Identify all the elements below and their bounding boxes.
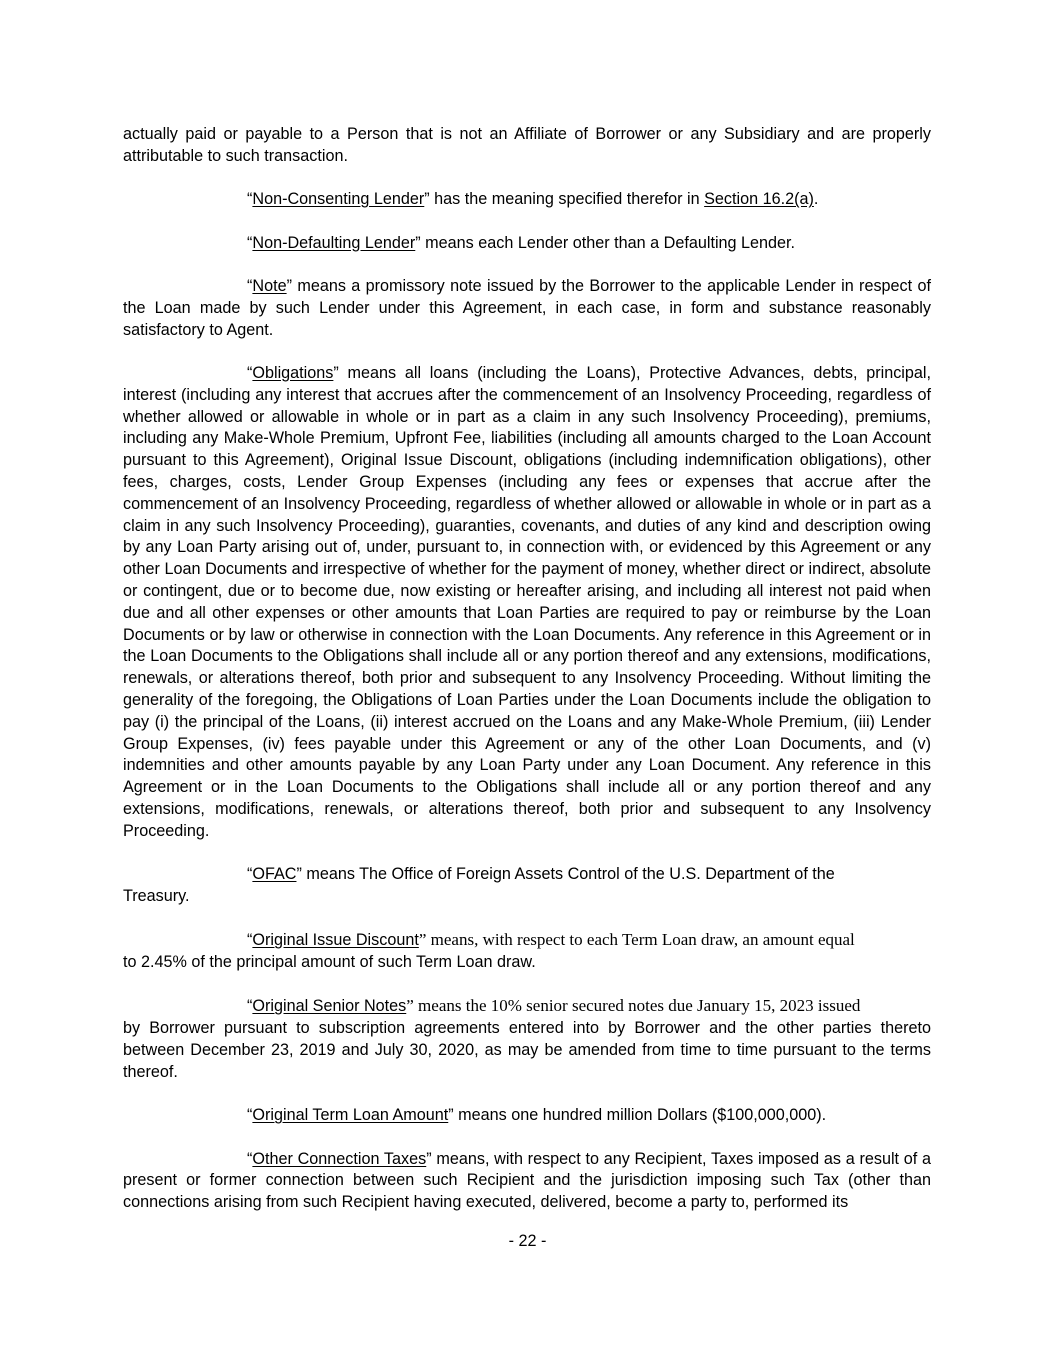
definition-end: . <box>813 190 819 209</box>
definition-ofac <box>123 864 931 886</box>
definition-original-senior-notes <box>123 995 931 1018</box>
defined-term: Other Connection Taxes <box>252 1149 427 1168</box>
section-reference: Section 16.2(a) <box>704 190 814 209</box>
definition-text-serif: ” means the 10% senior secured notes due January 15, 2023 issued <box>406 996 861 1016</box>
open-quote: “ <box>247 363 253 382</box>
paragraph-continuation: actually paid or payable to a Person that is not an Affiliate of Borrower or any Subsidiary and are properly attributable to such transaction. <box>123 125 931 165</box>
definition-text: ” means all loans (including the Loans), Protective Advances, debts, principal, interest (including any interest that accrues after the commencement of an Insolvency Proceeding, regardless of whether allowed or allowable in whole or in part as a claim in any such Insolvency Proceeding), premiums, including any Make-Whole Premium, Upfront Fee, liabilities (including all amounts charged to the Loan Account pursuant to this Agreement), Original Issue Discount, obligations (including indemnification obligations), other fees, charges, costs, Lender Group Expenses (including any fees or expenses that accrue after the commencement of an Insolvency Proceeding, regardless of whether allowed or allowable in whole or in part as a claim in any such Insolvency Proceeding), guaranties, covenants, and duties of any kind and description owing by any Loan Party arising out of, under, pursuant to, in connection with, or evidenced by this Agreement or any other Loan Documents and irrespective of whether for the payment of money, whether direct or indirect, absolute or contingent, due or to become due, now existing or hereafter arising, and including all interest not paid when due and all other expenses or other amounts that Loan Parties are required to pay or reimburse by the Loan Documents or by law or otherwise in connection with the Loan Documents. Any reference in this Agreement or in the Loan Documents to the Obligations shall include all or any portion thereof and any extensions, modifications, renewals, or alterations thereof, both prior and subsequent to any Insolvency Proceeding. Without limiting the generality of the foregoing, the Obligations of Loan Parties under the Loan Documents include the obligation to pay (i) the principal of the Loans, (ii) interest accrued on the Loans and any Make-Whole Premium, (iii) Lender Group Expenses, (iv) fees payable under this Agreement or any of the other Loan Documents, and (v) indemnities and other amounts payable by any Loan Party under any Loan Document. Any reference in this Agreement or in the Loan Documents to the Obligations shall include all or any portion thereof and any extensions, modifications, renewals, or alterations thereof, both prior and subsequent to any Insolvency Proceeding. <box>123 363 931 840</box>
defined-term: Non-Defaulting Lender <box>252 233 416 252</box>
open-quote: “ <box>247 865 253 884</box>
open-quote: “ <box>247 233 253 252</box>
open-quote: “ <box>247 276 253 295</box>
defined-term: Original Issue Discount <box>252 931 419 950</box>
defined-term: Non-Consenting Lender <box>252 190 425 209</box>
definition-text: ” means each Lender other than a Defaulting Lender. <box>415 233 796 252</box>
definition-text-serif: ” means, with respect to each Term Loan draw, an amount equal <box>418 930 855 950</box>
defined-term: OFAC <box>252 865 297 884</box>
defined-term: Obligations <box>252 363 334 382</box>
defined-term: Note <box>252 276 287 295</box>
definition-original-issue-discount <box>123 929 931 952</box>
definition-other-connection-taxes <box>123 1149 931 1214</box>
definition-text: ” has the meaning specified therefor in <box>424 190 705 209</box>
page-number: - 22 - <box>508 1232 547 1250</box>
open-quote: “ <box>247 1149 253 1168</box>
open-quote: “ <box>247 997 253 1016</box>
definition-obligations <box>123 363 931 843</box>
definition-non-defaulting-lender <box>123 233 931 255</box>
definition-note <box>123 276 931 341</box>
definition-text: ” means The Office of Foreign Assets Control of the U.S. Department of the <box>296 865 835 884</box>
definition-text: ” means, with respect to any Recipient, Taxes imposed as a result of a present or former connection between such Recipient and the jurisdiction imposing such Tax (other than connections arising from such Recipient having executed, delivered, become a party to, performed its <box>123 1149 931 1212</box>
definition-original-issue-discount-continuation: to 2.45% of the principal amount of such Term Loan draw. <box>123 953 536 972</box>
definition-ofac-continuation: Treasury. <box>123 886 190 905</box>
definition-original-senior-notes-continuation: by Borrower pursuant to subscription agreements entered into by Borrower and the other parties thereto between December 23, 2019 and July 30, 2020, as may be amended from time to time pursuant to the terms thereof. <box>123 1019 931 1081</box>
definition-text: ” means one hundred million Dollars ($100,000,000). <box>448 1106 827 1125</box>
open-quote: “ <box>247 190 253 209</box>
document-page <box>123 124 931 1214</box>
open-quote: “ <box>247 1106 253 1125</box>
open-quote: “ <box>247 931 253 950</box>
defined-term: Original Term Loan Amount <box>252 1106 449 1125</box>
definition-non-consenting-lender <box>123 189 931 211</box>
definition-text: ” means a promissory note issued by the Borrower to the applicable Lender in respect of the Loan made by such Lender under this Agreement, in each case, in form and substance reasonably satisfactory to Agent. <box>123 276 931 339</box>
defined-term: Original Senior Notes <box>252 997 407 1016</box>
definition-original-term-loan-amount <box>123 1105 931 1127</box>
